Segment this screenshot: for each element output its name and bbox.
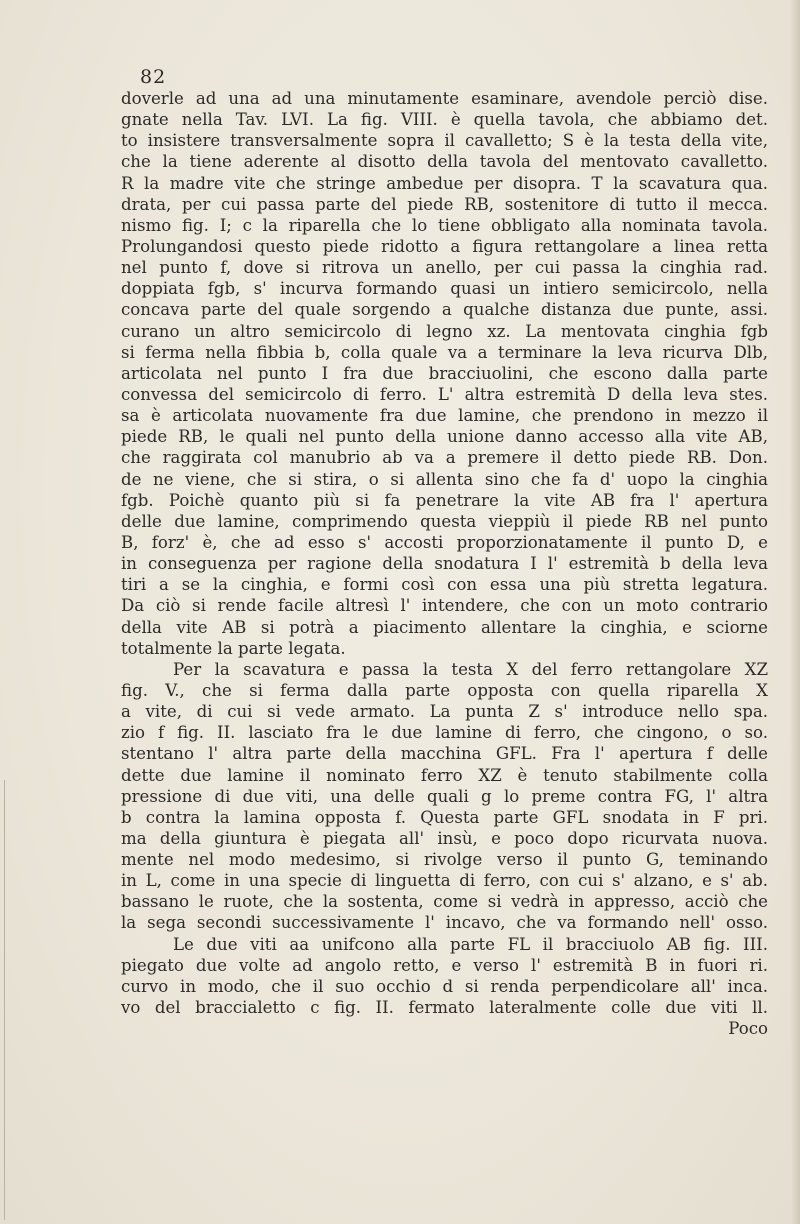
text-line: articolata nel punto I fra due bracciuolini, che escono dalla parte: [121, 363, 768, 383]
text-line: che la tiene aderente al disotto della tavola del mentovato cavalletto.: [121, 152, 768, 172]
text-line: convessa del semicircolo di ferro. L' altra estremità D della leva stes.: [121, 384, 768, 404]
catchword: Poco: [728, 1019, 768, 1039]
text-line: tiri a se la cinghia, e formi così con essa una più stretta legatura.: [121, 575, 768, 595]
text-line: doppiata fgb, s' incurva formando quasi un intiero semicircolo, nella: [121, 279, 768, 299]
text-line: nismo fig. I; c la riparella che lo tiene obbligato alla nominata tavola.: [121, 215, 768, 235]
text-line: in conseguenza per ragione della snodatura I l' estremità b della leva: [121, 554, 768, 574]
text-line: pressione di due viti, una delle quali g lo preme contra FG, l' altra: [121, 786, 768, 806]
body-text: [121, 88, 768, 1039]
text-line: fig. V., che si ferma dalla parte opposta con quella riparella X: [121, 680, 768, 700]
text-line: dette due lamine il nominato ferro XZ è tenuto stabilmente colla: [121, 765, 768, 785]
text-line: zio f fig. II. lasciato fra le due lamine di ferro, che cingono, o so.: [121, 723, 768, 743]
text-line: doverle ad una ad una minutamente esaminare, avendole perciò dise.: [121, 89, 768, 108]
text-line: Prolungandosi questo piede ridotto a figura rettangolare a linea retta: [121, 236, 768, 256]
text-line: in L, come in una specie di linguetta di ferro, con cui s' alzano, e s' ab.: [121, 871, 768, 891]
text-line: de ne viene, che si stira, o si allenta sino che fa d' uopo la cinghia: [121, 469, 768, 489]
text-line: Da ciò si rende facile altresì l' intendere, che con un moto contrario: [121, 596, 768, 616]
text-line: curvo in modo, che il suo occhio d si renda perpendicolare all' inca.: [121, 976, 768, 996]
text-line: curano un altro semicircolo di legno xz. La mentovata cinghia fgb: [121, 321, 768, 341]
text-line: totalmente la parte legata.: [121, 638, 346, 658]
text-line: piegato due volte ad angolo retto, e verso l' estremità B in fuori ri.: [121, 955, 768, 975]
text-line: a vite, di cui si vede armato. La punta Z s' introduce nello spa.: [121, 702, 768, 722]
text-line: B, forz' è, che ad esso s' accosti proporzionatamente il punto D, e: [121, 532, 768, 552]
text-line: bassano le ruote, che la sostenta, come si vedrà in appresso, acciò che: [121, 892, 768, 912]
page-edge: [790, 0, 800, 1224]
text-line: Per la scavatura e passa la testa X del ferro rettangolare XZ: [173, 659, 768, 679]
text-line: concava parte del quale sorgendo a qualche distanza due punte, assi.: [121, 300, 768, 320]
text-line: vo del braccialetto c fig. II. fermato lateralmente colle due viti ll.: [121, 998, 768, 1018]
text-line: piede RB, le quali nel punto della unione danno accesso alla vite AB,: [121, 427, 768, 447]
text-line: della vite AB si potrà a piacimento allentare la cinghia, e sciorne: [121, 617, 768, 637]
text-line: sa è articolata nuovamente fra due lamine, che prendono in mezzo il: [121, 406, 768, 426]
text-line: delle due lamine, comprimendo questa vieppiù il piede RB nel punto: [121, 511, 768, 531]
text-line: che raggirata col manubrio ab va a premere il detto piede RB. Don.: [121, 448, 768, 468]
text-line: R la madre vite che stringe ambedue per disopra. T la scavatura qua.: [121, 173, 768, 193]
text-line: nel punto f, dove si ritrova un anello, per cui passa la cinghia rad.: [121, 258, 768, 278]
text-line: fgb. Poichè quanto più si fa penetrare la vite AB fra l' apertura: [121, 490, 768, 510]
text-line: ma della giuntura è piegata all' insù, e poco dopo ricurvata nuova.: [121, 828, 768, 848]
text-line: to insistere transversalmente sopra il cavalletto; S è la testa della vite,: [121, 131, 768, 151]
text-line: si ferma nella fibbia b, colla quale va a terminare la leva ricurva Dlb,: [121, 342, 768, 362]
page-number: 82: [140, 66, 167, 88]
text-line: gnate nella Tav. LVI. La fig. VIII. è quella tavola, che abbiamo det.: [121, 110, 768, 130]
text-line: b contra la lamina opposta f. Questa parte GFL snodata in F pri.: [121, 807, 768, 827]
text-line: la sega secondi successivamente l' incavo, che va formando nell' osso.: [121, 913, 768, 933]
text-line: mente nel modo medesimo, si rivolge verso il punto G, teminando: [121, 850, 768, 870]
text-line: drata, per cui passa parte del piede RB, sostenitore di tutto il mecca.: [121, 194, 768, 214]
text-line: stentano l' altra parte della macchina GFL. Fra l' apertura f delle: [121, 744, 768, 764]
page-fold-line: [4, 780, 5, 1220]
text-line: Le due viti aa unifcono alla parte FL il bracciuolo AB fig. III.: [173, 934, 768, 954]
